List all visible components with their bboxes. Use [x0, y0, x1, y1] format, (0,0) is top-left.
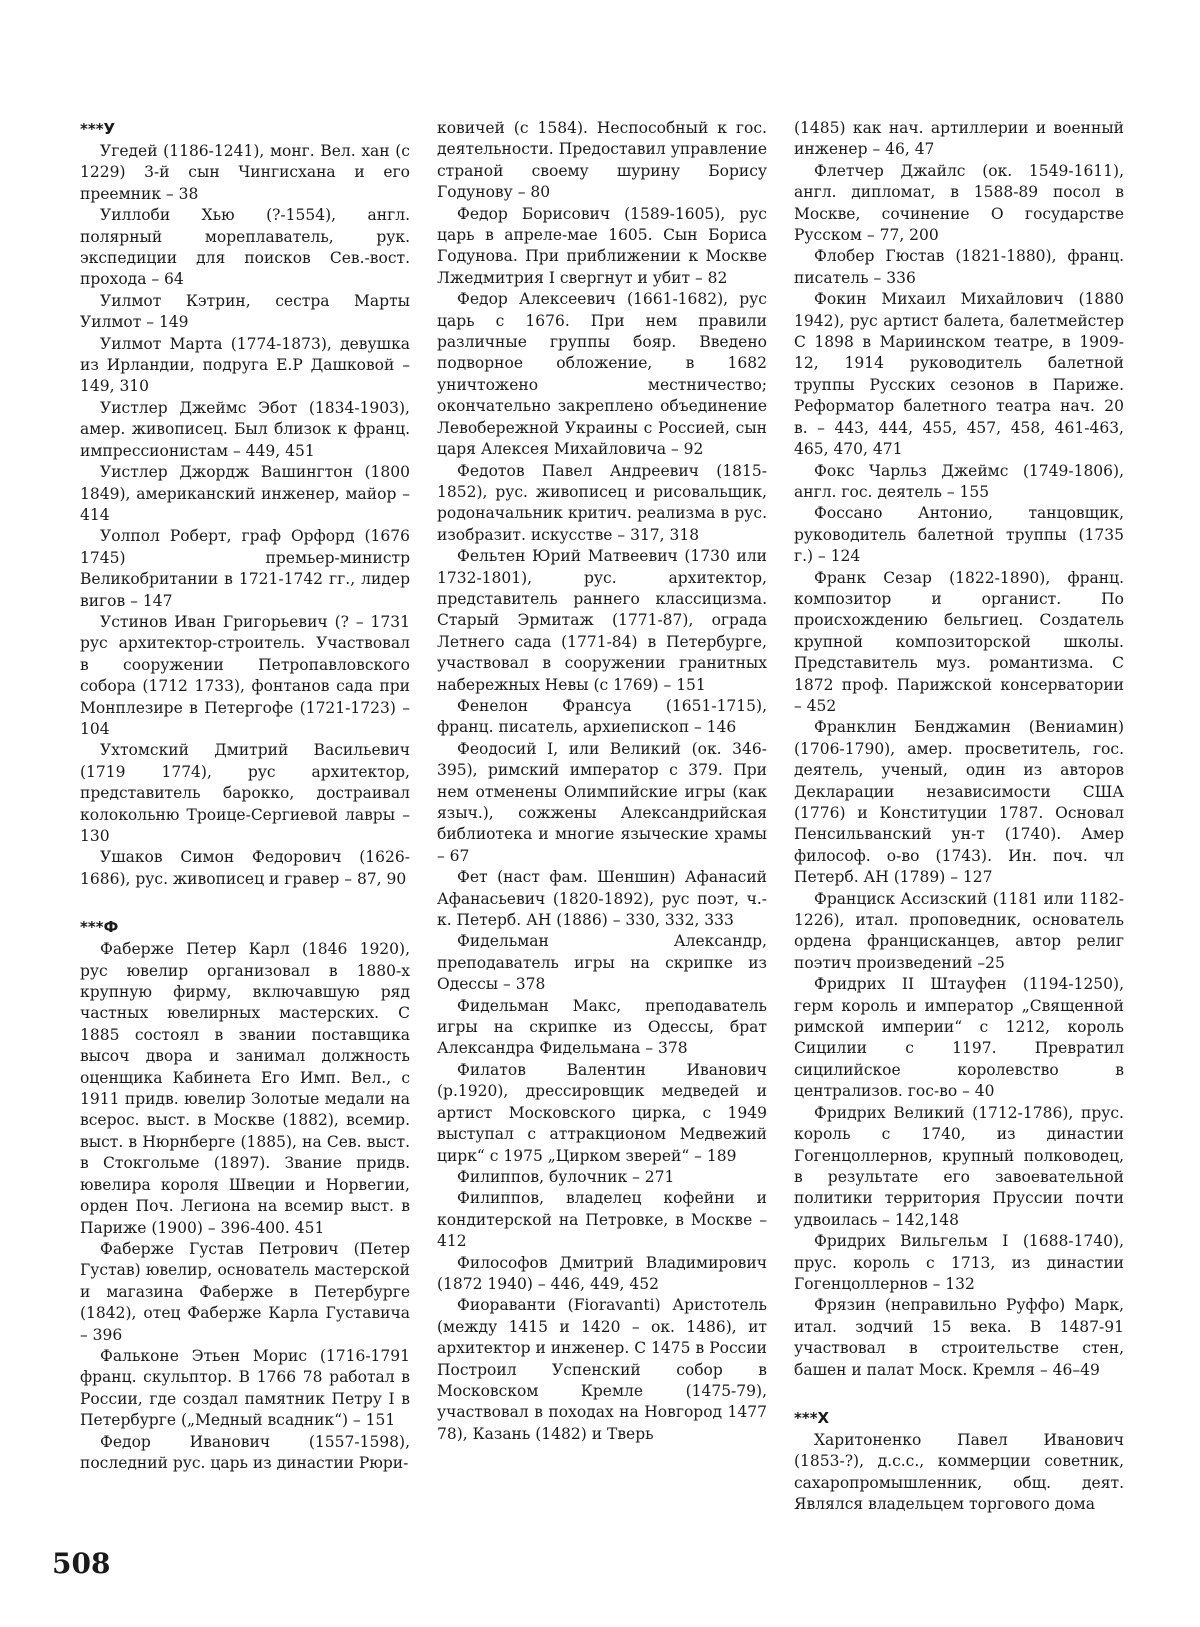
- index-entry: Уилмот Марта (1774-1873), девушка из Ирландии, подруга Е.Р Дашковой – 149, 310: [80, 334, 410, 398]
- index-entry: Фридрих Великий (1712-1786), прус. король с 1740, из династии Гогенцоллернов, крупный полководец, в результате его завоевательной политики территория Пруссии почти удвоилась – 142,148: [794, 1103, 1124, 1231]
- index-entry: Фаберже Густав Петрович (Петер Густав) ювелир, основатель мастерской и магазина Фаберже в Петербурге (1842), отец Фаберже Карла Густавича – 396: [80, 1239, 410, 1346]
- index-entry: Уилмот Кэтрин, сестра Марты Уилмот – 149: [80, 291, 410, 334]
- index-entry: Фиораванти (Fioravanti) Аристотель (между 1415 и 1420 – ок. 1486), ит архитектор и инженер. С 1475 в России Построил Успенский собор в Московском Кремле (1475-79), участвовал в походах на Новгород 1477 78), Казань (1482) и Тверь: [437, 1295, 767, 1445]
- index-entry: Харитоненко Павел Иванович (1853-?), д.с.с., коммерции советник, сахаропромышленник, общ. деят. Являлся владельцем торгового дома: [794, 1430, 1124, 1516]
- index-entry: Флобер Гюстав (1821-1880), франц. писатель – 336: [794, 246, 1124, 289]
- index-entry: Фидельман Александр, преподаватель игры на скрипке из Одессы – 378: [437, 931, 767, 995]
- index-entry: Федотов Павел Андреевич (1815-1852), рус. живописец и рисовальщик, родоначальник критич. реализма в рус. изобразит. искусстве – 317, 318: [437, 461, 767, 547]
- index-entry: ковичей (с 1584). Неспособный к гос. деятельности. Предоставил управление страной своему шурину Борису Годунову – 80: [437, 118, 767, 204]
- index-entry: Фельтен Юрий Матвеевич (1730 или 1732-1801), рус. архитектор, представитель раннего классицизма. Старый Эрмитаж (1771-87), ограда Летнего сада (1771-84) в Петербурге, участвовал в сооружении гранитных набережных Невы (с 1769) – 151: [437, 546, 767, 696]
- index-entry: Уистлер Джордж Вашингтон (1800 1849), американский инженер, майор – 414: [80, 462, 410, 526]
- index-entry: Фоссано Антонио, танцовщик, руководитель балетной труппы (1735 г.) – 124: [794, 503, 1124, 567]
- index-entry: Федор Иванович (1557-1598), последний рус. царь из династии Рюри-: [80, 1432, 410, 1475]
- index-entry: Ушаков Симон Федорович (1626-1686), рус. живописец и гравер – 87, 90: [80, 847, 410, 890]
- index-entry: Фридрих II Штауфен (1194-1250), герм король и император „Священной римской империи“ с 1212, король Сицилии с 1197. Превратил сицилийское королевство в централизов. гос-во – 40: [794, 974, 1124, 1102]
- index-entry: Философов Дмитрий Владимирович (1872 1940) – 446, 449, 452: [437, 1253, 767, 1296]
- index-entry: Филиппов, булочник – 271: [437, 1167, 767, 1188]
- index-column-2: [437, 118, 767, 1445]
- index-entry: Уиллоби Хью (?-1554), англ. полярный мореплаватель, рук. экспедиции для поисков Сев.-вост. прохода – 64: [80, 205, 410, 291]
- section-heading: ***У: [80, 118, 410, 140]
- index-entry: Франклин Бенджамин (Вениамин) (1706-1790), амер. просветитель, гос. деятель, ученый, один из авторов Декларации независимости США (1776) и Конституции 1787. Основал Пенсильванский ун-т (1740). Амер философ. о-во (1743). Ин. поч. чл Петерб. АН (1789) – 127: [794, 717, 1124, 888]
- index-entry: Фрязин (неправильно Руффо) Марк, итал. зодчий 15 века. В 1487-91 участвовал в строительстве стен, башен и палат Моск. Кремля – 46–49: [794, 1295, 1124, 1381]
- index-entry: Фаберже Петер Карл (1846 1920), рус ювелир организовал в 1880-х крупную фирму, включавшую ряд частных ювелирных мастерских. С 1885 состоял в звании поставщика высоч двора и занимал должность оценщика Кабинета Его Имп. Вел., с 1911 придв. ювелир Золотые медали на всерос. выст. в Москве (1882), всемир. выст. в Нюрнберге (1885), на Сев. выст. в Стокгольме (1897). Звание придв. ювелира короля Швеции и Норвегии, орден Поч. Легиона на всемир выст. в Париже (1900) – 396-400. 451: [80, 939, 410, 1239]
- index-entry: Филатов Валентин Иванович (р.1920), дрессировщик медведей и артист Московского цирка, с 1949 выступал с аттракционом Медвежий цирк“ с 1975 „Цирком зверей“ – 189: [437, 1060, 767, 1167]
- index-page: [80, 118, 1142, 1538]
- index-entry: Фокин Михаил Михайлович (1880 1942), рус артист балета, балетмейстер С 1898 в Мариинском театре, в 1909-12, 1914 руководитель балетной труппы Русских сезонов в Париже. Реформатор балетного театра нач. 20 в. – 443, 444, 455, 457, 458, 461-463, 465, 470, 471: [794, 289, 1124, 460]
- index-entry: Федор Алексеевич (1661-1682), рус царь с 1676. При нем правили различные группы бояр. Введено подворное обложение, в 1682 уничтожено местничество; окончательно закреплено объединение Левобережной Украины с Россией, сын царя Алексея Михайловича – 92: [437, 289, 767, 460]
- index-entry: Фидельман Макс, преподаватель игры на скрипке из Одессы, брат Александра Фидельмана – 378: [437, 996, 767, 1060]
- index-entry: Ухтомский Дмитрий Васильевич (1719 1774), рус архитектор, представитель барокко, достраивал колокольню Троице-Сергиевой лавры – 130: [80, 740, 410, 847]
- index-entry: Фенелон Франсуа (1651-1715), франц. писатель, архиепископ – 146: [437, 696, 767, 739]
- index-entry: Уистлер Джеймс Эбот (1834-1903), амер. живописец. Был близок к франц. импрессионистам – 449, 451: [80, 398, 410, 462]
- index-entry: Федор Борисович (1589-1605), рус царь в апреле-мае 1605. Сын Бориса Годунова. При приближении к Москве Лжедмитрия I свергнут и убит – 82: [437, 204, 767, 290]
- index-entry: Устинов Иван Григорьевич (? – 1731 рус архитектор-строитель. Участвовал в сооружении Петропавловского собора (1712 1733), фонтанов сада при Монплезире в Петергофе (1721-1723) – 104: [80, 612, 410, 740]
- index-entry: Фальконе Этьен Морис (1716-1791 франц. скульптор. В 1766 78 работал в России, где создал памятник Петру I в Петербурге („Медный всадник“) – 151: [80, 1346, 410, 1432]
- index-entry: Франциск Ассизский (1181 или 1182-1226), итал. проповедник, основатель ордена францисканцев, автор религ поэтич произведений –25: [794, 889, 1124, 975]
- index-entry: (1485) как нач. артиллерии и военный инженер – 46, 47: [794, 118, 1124, 161]
- index-entry: Угедей (1186-1241), монг. Вел. хан (с 1229) 3-й сын Чингисхана и его преемник – 38: [80, 141, 410, 205]
- page-number: 508: [52, 1548, 110, 1580]
- index-entry: Фет (наст фам. Шеншин) Афанасий Афанасьевич (1820-1892), рус поэт, ч.-к. Петерб. АН (1886) – 330, 332, 333: [437, 867, 767, 931]
- index-column-3: [794, 118, 1124, 1516]
- index-column-1: [80, 118, 410, 1474]
- index-entry: Флетчер Джайлс (ок. 1549-1611), англ. дипломат, в 1588-89 посол в Москве, сочинение О государстве Русском – 77, 200: [794, 161, 1124, 247]
- index-entry: Уолпол Роберт, граф Орфорд (1676 1745) премьер-министр Великобритании в 1721-1742 гг., лидер вигов – 147: [80, 526, 410, 612]
- index-entry: Фридрих Вильгельм I (1688-1740), прус. король с 1713, из династии Гогенцоллернов – 132: [794, 1231, 1124, 1295]
- section-heading: ***Ф: [80, 916, 410, 938]
- section-heading: ***Х: [794, 1407, 1124, 1429]
- index-entry: Филиппов, владелец кофейни и кондитерской на Петровке, в Москве – 412: [437, 1188, 767, 1252]
- index-entry: Фокс Чарльз Джеймс (1749-1806), англ. гос. деятель – 155: [794, 461, 1124, 504]
- index-entry: Франк Сезар (1822-1890), франц. композитор и органист. По происхождению бельгиец. Создатель крупной композиторской школы. Представитель муз. романтизма. С 1872 проф. Парижской консерватории – 452: [794, 568, 1124, 718]
- index-entry: Феодосий I, или Великий (ок. 346-395), римский император с 379. При нем отменены Олимпийские игры (как языч.), сожжены Александрийская библиотека и многие языческие храмы – 67: [437, 739, 767, 867]
